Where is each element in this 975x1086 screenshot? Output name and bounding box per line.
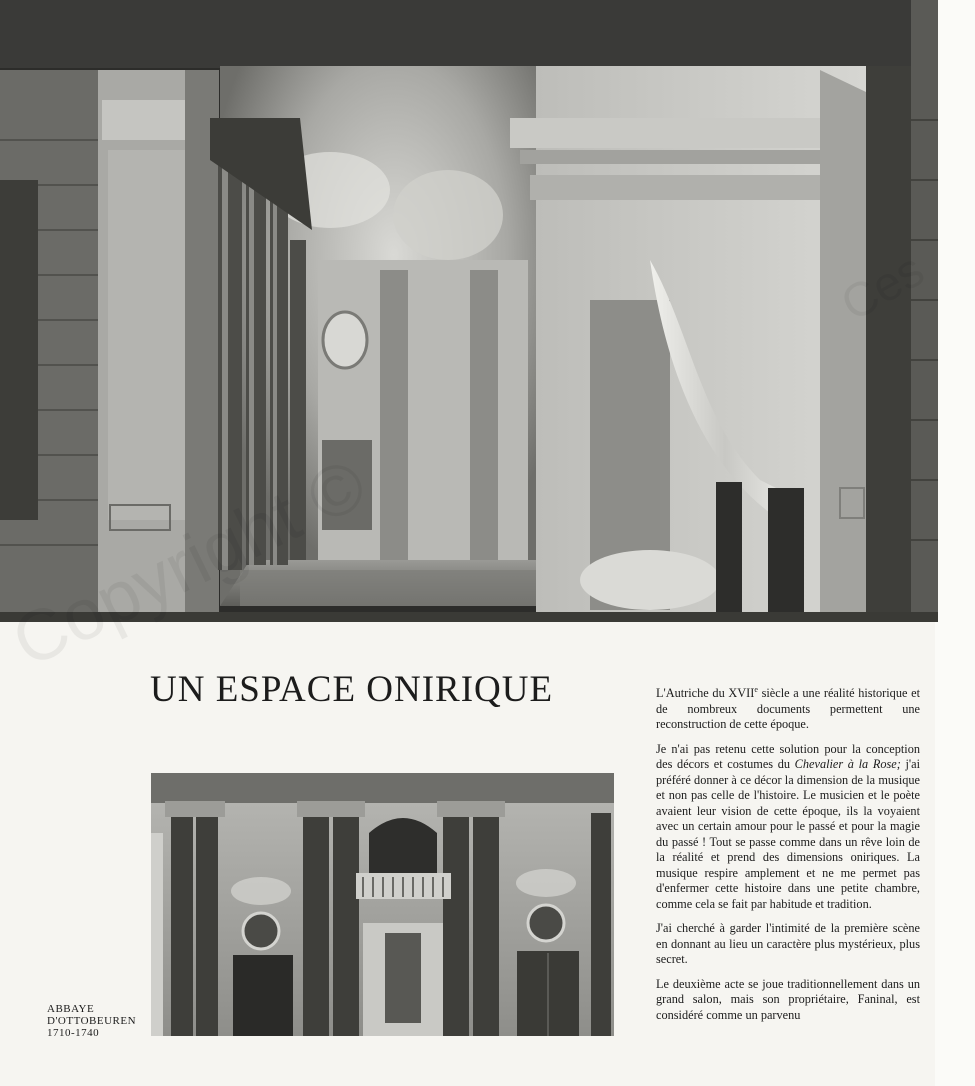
photo-caption [47, 1003, 147, 1039]
article-title: UN ESPACE ONIRIQUE [150, 669, 554, 710]
caption-line: ABBAYE [47, 1003, 95, 1015]
paragraph: Je n'ai pas retenu cette solution pour la conception des décors et costumes du Chevalier à la Rose; j'ai préféré donner à ce décor la dimension de la musique et non pas celle de l'histoire. Le musicien et le poète avaient leur vision de cette époque, ils la voyaient avec un certain amour pour le passé et pour la magie du passé ! Tout se passe comme dans un rêve loin de la réalité et prend des dimensions oniriques. La musique respire amplement et ne me permet pas d'enfermer cette histoire dans une petite chambre, comme cela se fait par habitude et tradition. [656, 741, 920, 911]
caption-line: 1710-1740 [47, 1027, 100, 1039]
paragraph: L'Autriche du XVIIe siècle a une réalité historique et de nombreux documents permettent une reconstruction de cette époque. [656, 684, 920, 731]
caption-line: D'OTTOBEUREN [47, 1015, 137, 1027]
abbey-interior-photo [151, 773, 614, 1036]
paragraph: Le deuxième acte se joue traditionnellement dans un grand salon, mais son propriétaire, Faninal, est considéré comme un parvenu [656, 976, 920, 1022]
paragraph: J'ai cherché à garder l'intimité de la première scène en donnant au lieu un caractère plus mystérieux, plus secret. [656, 921, 920, 966]
page-edge [935, 0, 975, 1086]
article-body [656, 686, 920, 1023]
